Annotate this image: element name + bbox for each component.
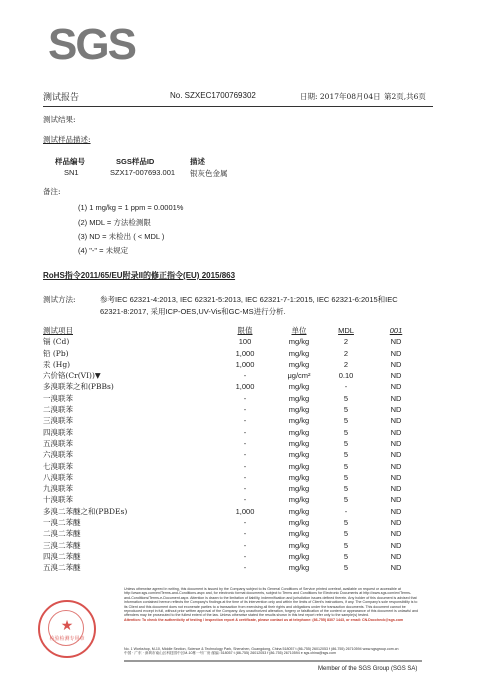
table-row: [43, 381, 426, 392]
unit-value: mg/kg: [288, 540, 310, 550]
test-item: 九溴联苯: [43, 484, 73, 494]
test-item: 二溴二苯醚: [43, 529, 81, 539]
sample-header-no: 样品编号: [55, 157, 85, 166]
result-value: ND: [390, 348, 402, 358]
test-item: 五溴二苯醚: [43, 563, 81, 573]
table-row: [43, 461, 426, 472]
limit-value: -: [243, 563, 247, 573]
authenticity-notice: Attention: To check the authenticity of testing / inspection report & certificate, please contact us at telephone: (86-755) 8307 1443, or email: CN.Doccheck@sgs.com: [124, 617, 404, 622]
mdl-value: 5: [343, 405, 349, 415]
footer-disclaimer: [124, 587, 418, 622]
note-3: (3) ND = 未检出 ( < MDL ): [78, 232, 165, 241]
sample-header-desc: 描述: [190, 157, 205, 166]
mdl-value: 5: [343, 540, 349, 550]
table-row: [43, 494, 426, 505]
unit-value: mg/kg: [288, 359, 310, 369]
table-row: [43, 336, 426, 347]
result-value: ND: [390, 371, 402, 381]
limit-value: -: [243, 438, 247, 448]
notes-label: 备注:: [43, 187, 61, 196]
sample-desc: 银灰色金属: [190, 169, 228, 178]
results-header-row: [43, 325, 426, 336]
result-value: ND: [390, 518, 402, 528]
mdl-value: 0.10: [338, 371, 354, 381]
test-item: 一溴二苯醚: [43, 518, 81, 528]
mdl-value: 5: [343, 427, 349, 437]
limit-value: -: [243, 529, 247, 539]
sample-header-id: SGS样品ID: [116, 157, 155, 166]
unit-value: mg/kg: [288, 438, 310, 448]
table-row: [43, 348, 426, 359]
limit-value: -: [243, 484, 247, 494]
test-item: 二溴联苯: [43, 405, 73, 415]
address-line-en: No. 1 Workshop, M-10, Middle Section, Science & Technology Park, Shenzhen, Guangdong, China 518057 t (86-755) 26012053 f (86-755) 26710594 www.sgsgroup.com.cn: [124, 647, 399, 651]
table-row: [43, 562, 426, 573]
results-table: [43, 325, 426, 574]
unit-value: mg/kg: [288, 472, 310, 482]
test-item: 四溴联苯: [43, 427, 73, 437]
unit-value: mg/kg: [288, 382, 310, 392]
unit-value: μg/cm²: [287, 371, 311, 381]
limit-value: -: [243, 495, 247, 505]
sample-no: SN1: [64, 168, 79, 177]
table-row: [43, 438, 426, 449]
mdl-value: 5: [343, 438, 349, 448]
result-value: ND: [390, 382, 402, 392]
table-row: [43, 551, 426, 562]
limit-value: -: [243, 371, 247, 381]
limit-value: -: [243, 518, 247, 528]
mdl-value: 2: [343, 359, 349, 369]
mdl-value: 5: [343, 484, 349, 494]
test-item: 七溴联苯: [43, 461, 73, 471]
footer-address: [124, 647, 399, 656]
mdl-value: 5: [343, 563, 349, 573]
test-item: 一溴联苯: [43, 393, 73, 403]
limit-value: 1,000: [235, 506, 255, 516]
unit-value: mg/kg: [288, 495, 310, 505]
limit-value: 1,000: [235, 348, 255, 358]
unit-value: mg/kg: [288, 405, 310, 415]
unit-value: mg/kg: [288, 484, 310, 494]
limit-value: 1,000: [235, 382, 255, 392]
mdl-value: -: [344, 506, 348, 516]
footer-rule: [124, 660, 422, 662]
disclaimer-text: Unless otherwise agreed in writing, this document is issued by the Company subject to its General Conditions of Service printed overleaf, available on request or accessible at http://www.sgs.com/en/Terms-and-Conditions.aspx and, for electronic format documents, subject to Terms and Conditions for Electronic Documents at http://www.sgs.com/en/Terms-and-Conditions/Terms-e-Document.aspx. Attention is drawn to the limitation of liability, indemnification and jurisdiction issues defined therein. Any holder of this document is advised that information contained hereon reflects the Company's findings at the time of its intervention only and within the limits of Client's instructions, if any. The Company's sole responsibility is to its Client and this document does not exonerate parties to a transaction from exercising all their rights and obligations under the transaction documents. This document cannot be reproduced except in full, without prior written approval of the Company. Any unauthorized alteration, forgery or falsification of the content or appearance of this document is unlawful and offenders may be prosecuted to the fullest extent of the law. Unless otherwise stated the results shown in this test report refer only to the sample(s) tested.: [124, 587, 418, 618]
result-value: ND: [390, 484, 402, 494]
result-value: ND: [390, 393, 402, 403]
limit-value: -: [243, 540, 247, 550]
inspection-stamp: [38, 600, 96, 658]
table-row: [43, 370, 426, 381]
result-value: ND: [390, 551, 402, 561]
table-row: [43, 528, 426, 539]
unit-value: mg/kg: [288, 518, 310, 528]
page-indicator: 第2页,共6页: [384, 92, 426, 101]
result-value: ND: [390, 359, 402, 369]
test-item: 六溴联苯: [43, 450, 73, 460]
test-item: 四溴二苯醚: [43, 551, 81, 561]
col-unit: 单位: [291, 326, 307, 335]
stamp-text: 检验检测专用章: [49, 636, 85, 642]
table-row: [43, 483, 426, 494]
header-rule: [43, 106, 433, 107]
unit-value: mg/kg: [288, 337, 310, 347]
sample-id: SZX17-007693.001: [110, 168, 176, 177]
limit-value: -: [243, 461, 247, 471]
member-line: Member of the SGS Group (SGS SA): [318, 666, 418, 672]
section-title: RoHS指令2011/65/EU附录II的修正指令(EU) 2015/863: [43, 271, 236, 280]
table-row: [43, 359, 426, 370]
test-item: 六价铬(Cr(VI))▼: [43, 371, 101, 381]
limit-value: -: [243, 405, 247, 415]
unit-value: mg/kg: [288, 348, 310, 358]
col-test-item: 测试项目: [43, 326, 73, 335]
note-1: (1) 1 mg/kg = 1 ppm = 0.0001%: [78, 203, 184, 212]
table-row: [43, 404, 426, 415]
limit-value: -: [243, 427, 247, 437]
mdl-value: 5: [343, 416, 349, 426]
mdl-value: 5: [343, 393, 349, 403]
result-value: ND: [390, 529, 402, 539]
unit-value: mg/kg: [288, 416, 310, 426]
table-row: [43, 393, 426, 404]
unit-value: mg/kg: [288, 427, 310, 437]
mdl-value: 5: [343, 461, 349, 471]
mdl-value: 5: [343, 495, 349, 505]
result-value: ND: [390, 472, 402, 482]
test-item: 八溴联苯: [43, 472, 73, 482]
result-value: ND: [390, 563, 402, 573]
unit-value: mg/kg: [288, 450, 310, 460]
test-item: 镉 (Cd): [43, 337, 70, 347]
test-item: 五溴联苯: [43, 438, 73, 448]
note-4: (4) "-" = 未规定: [78, 246, 129, 255]
table-row: [43, 517, 426, 528]
test-item: 铅 (Pb): [43, 348, 69, 358]
note-2: (2) MDL = 方法检测限: [78, 218, 151, 227]
result-label: 测试结果:: [43, 115, 76, 124]
table-row: [43, 427, 426, 438]
test-item: 三溴联苯: [43, 416, 73, 426]
result-value: ND: [390, 540, 402, 550]
unit-value: mg/kg: [288, 551, 310, 561]
result-value: ND: [390, 405, 402, 415]
result-value: ND: [390, 337, 402, 347]
unit-value: mg/kg: [288, 506, 310, 516]
method-label: 测试方法:: [43, 295, 76, 304]
table-row: [43, 540, 426, 551]
mdl-value: 5: [343, 450, 349, 460]
unit-value: mg/kg: [288, 393, 310, 403]
mdl-value: 2: [343, 348, 349, 358]
limit-value: -: [243, 551, 247, 561]
result-value: ND: [390, 416, 402, 426]
test-item: 十溴联苯: [43, 495, 73, 505]
report-date: 日期: 2017年08月04日: [300, 92, 381, 101]
report-title: 测试报告: [43, 93, 80, 103]
col-limit: 限值: [237, 326, 253, 335]
limit-value: -: [243, 393, 247, 403]
result-value: ND: [390, 461, 402, 471]
limit-value: -: [243, 472, 247, 482]
col-mdl: MDL: [338, 326, 354, 335]
limit-value: 1,000: [235, 359, 255, 369]
method-line-2: 62321-8:2017, 采用ICP-OES,UV-Vis和GC-MS进行分析.: [100, 307, 286, 316]
mdl-value: 5: [343, 529, 349, 539]
result-value: ND: [390, 495, 402, 505]
table-row: [43, 506, 426, 517]
test-item: 汞 (Hg): [43, 359, 71, 369]
result-value: ND: [390, 506, 402, 516]
result-value: ND: [390, 450, 402, 460]
unit-value: mg/kg: [288, 563, 310, 573]
unit-value: mg/kg: [288, 461, 310, 471]
method-line-1: 参考IEC 62321-4:2013, IEC 62321-5:2013, IEC 62321-7-1:2015, IEC 62321-6:2015和IEC: [100, 295, 398, 304]
table-row: [43, 449, 426, 460]
sgs-logo: SGS: [48, 20, 135, 69]
test-item: 三溴二苯醚: [43, 540, 81, 550]
mdl-value: 5: [343, 551, 349, 561]
table-row: [43, 472, 426, 483]
address-line-cn: 中国 · 广东 · 深圳市南山区科技园中区M-10栋一号厂房 邮编: 518057 t (86-755) 26012053 f (86-755) 26710594 e sgs.china@sgs.com: [124, 651, 336, 656]
mdl-value: -: [344, 382, 348, 392]
col-sample-001: 001: [389, 326, 403, 335]
limit-value: 100: [238, 337, 252, 347]
mdl-value: 2: [343, 337, 349, 347]
star-icon: ★: [60, 618, 74, 634]
test-item: 多溴联苯之和(PBBs): [43, 382, 114, 392]
table-row: [43, 415, 426, 426]
mdl-value: 5: [343, 472, 349, 482]
sample-label: 测试样品描述:: [43, 135, 91, 144]
unit-value: mg/kg: [288, 529, 310, 539]
limit-value: -: [243, 416, 247, 426]
mdl-value: 5: [343, 518, 349, 528]
result-value: ND: [390, 427, 402, 437]
limit-value: -: [243, 450, 247, 460]
result-value: ND: [390, 438, 402, 448]
report-number: No. SZXEC1700769302: [170, 91, 256, 100]
test-item: 多溴二苯醚之和(PBDEs): [43, 506, 128, 516]
